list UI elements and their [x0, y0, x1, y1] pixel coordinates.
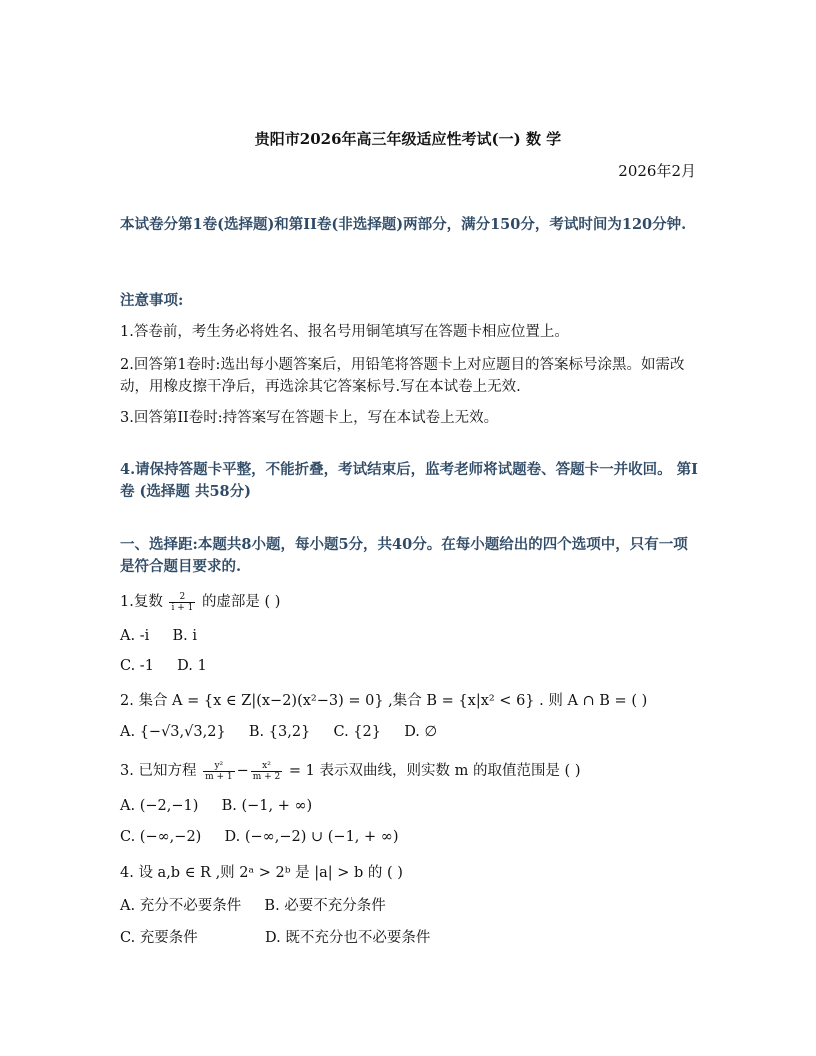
- q2-option-b: B. {3,2}: [248, 724, 311, 740]
- question-4: 4. 设 a,b ∈ R ,则 2ᵃ > 2ᵇ 是 |a| > b 的 ( ): [120, 865, 403, 881]
- q2-option-d: D. ∅: [404, 724, 438, 740]
- q4-option-a: A. 充分不必要条件: [120, 898, 242, 914]
- q4-option-b: B. 必要不充分条件: [264, 898, 386, 914]
- section-1-heading: 一、选择距:本题共8小题，每小题5分，共40分。在每小题给出的四个选项中，只有一项 是符合题目要求的.: [120, 536, 688, 575]
- notice-item-1: 1.答卷前，考生务必将姓名、报名号用铜笔填写在答题卡相应位置上。: [120, 324, 569, 340]
- q1-options-row1: [120, 628, 197, 644]
- q1-suffix: 的虚部是 ( ): [201, 594, 281, 610]
- intro-paragraph: 本试卷分第1卷(选择题)和第II卷(非选择题)两部分，满分150分，考试时间为120分钟.: [120, 216, 687, 233]
- q3-options-row1: [120, 798, 312, 814]
- q3-fraction-1: [203, 761, 235, 782]
- q1-fraction: [169, 592, 195, 613]
- exam-title: 贵阳市2026年高三年级适应性考试(一) 数 学: [254, 130, 562, 148]
- q3-option-a: A. (−2,−1): [120, 798, 199, 814]
- exam-date: 2026年2月: [618, 162, 696, 180]
- q1-frac-num: 2: [169, 592, 195, 603]
- q3-options-row2: [120, 829, 399, 845]
- q3-minus: −: [236, 763, 249, 779]
- question-3: [120, 759, 580, 782]
- notice-heading: 注意事项:: [120, 292, 184, 309]
- q4-options-row1: [120, 894, 386, 915]
- q2-option-a: A. {−√3,√3,2}: [120, 724, 226, 740]
- notice-item-2: 2.回答第1卷时:选出每小题答案后，用铅笔将答题卡上对应题目的答案标号涂黑。如需改动，用橡皮擦干净后，再选涂其它答案标号.写在本试卷上无效.: [120, 357, 685, 395]
- q1-option-d: D. 1: [177, 658, 207, 674]
- q1-options-row2: [120, 658, 207, 674]
- q1-option-c: C. -1: [120, 658, 154, 674]
- q3-option-c: C. (−∞,−2): [120, 829, 202, 845]
- notice-item-3: 3.回答第II卷时:持答案写在答题卡上，写在本试卷上无效。: [120, 410, 499, 426]
- q1-prefix: 1.复数: [120, 594, 163, 610]
- q4-option-d: D. 既不充分也不必要条件: [265, 930, 431, 946]
- q4-option-c: C. 充要条件: [120, 930, 198, 946]
- q2-option-c: C. {2}: [333, 724, 381, 740]
- question-1: [120, 590, 280, 613]
- q3-frac1-den: m + 1: [205, 771, 233, 782]
- notice-item-4: 4.请保持答题卡平整，不能折叠，考试结束后，监考老师将试题卷、答题卡一并收回。 第I卷 (选择题 共58分): [120, 461, 698, 500]
- q3-prefix: 3. 已知方程: [120, 763, 197, 779]
- q3-frac2-num: x²: [251, 761, 283, 772]
- q3-suffix: = 1 表示双曲线，则实数 m 的取值范围是 ( ): [288, 763, 581, 779]
- q3-frac2-den: m + 2: [252, 771, 281, 782]
- q3-fraction-2: [251, 761, 283, 782]
- q1-option-b: B. i: [172, 628, 197, 644]
- question-2: 2. 集合 A = {x ∈ Z|(x−2)(x²−3) = 0} ,集合 B = {x|x² < 6} . 则 A ∩ B = ( ): [120, 693, 648, 709]
- q3-option-d: D. (−∞,−2) ∪ (−1, + ∞): [224, 829, 399, 845]
- q3-option-b: B. (−1, + ∞): [221, 798, 313, 814]
- q2-options: [120, 724, 437, 740]
- q1-option-a: A. -i: [120, 628, 150, 644]
- q4-options-row2: [120, 926, 430, 947]
- q3-frac1-num: y²: [203, 761, 235, 772]
- q1-frac-den: i + 1: [171, 602, 194, 613]
